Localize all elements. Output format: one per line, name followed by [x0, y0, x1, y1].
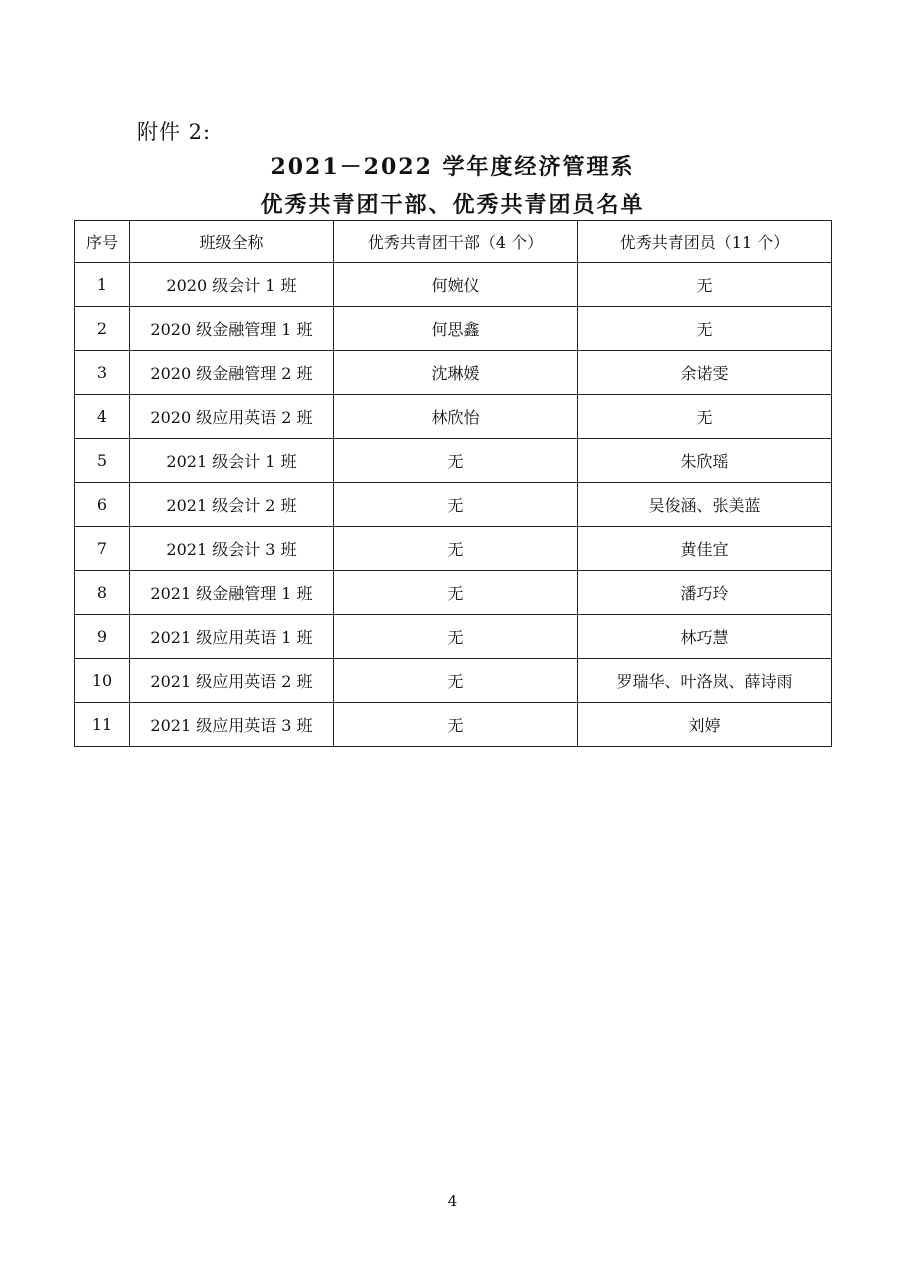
- cell-class-name: 2021 级应用英语 3 班: [130, 703, 334, 747]
- cell-class-name: 2021 级会计 3 班: [130, 527, 334, 571]
- cell-league-member: 潘巧玲: [578, 571, 832, 615]
- cell-league-member: 无: [578, 263, 832, 307]
- cell-serial-number: 6: [75, 483, 130, 527]
- cell-league-member: 吴俊涵、张美蓝: [578, 483, 832, 527]
- table-row: [75, 527, 832, 571]
- cell-league-member: 无: [578, 307, 832, 351]
- table-row: [75, 439, 832, 483]
- table-row: [75, 395, 832, 439]
- header-class-full-name: 班级全称: [130, 221, 334, 263]
- table-header-row: [75, 221, 832, 263]
- table-row: [75, 659, 832, 703]
- cell-league-cadre: 无: [334, 483, 578, 527]
- cell-league-member: 黄佳宜: [578, 527, 832, 571]
- cell-serial-number: 10: [75, 659, 130, 703]
- header-serial-number: 序号: [75, 221, 130, 263]
- table-row: [75, 571, 832, 615]
- table-row: [75, 351, 832, 395]
- cell-league-cadre: 无: [334, 615, 578, 659]
- cell-class-name: 2020 级金融管理 1 班: [130, 307, 334, 351]
- table-row: [75, 307, 832, 351]
- cell-league-cadre: 无: [334, 659, 578, 703]
- table-row: [75, 615, 832, 659]
- cell-serial-number: 1: [75, 263, 130, 307]
- cell-league-member: 余诺雯: [578, 351, 832, 395]
- cell-league-cadre: 无: [334, 439, 578, 483]
- cell-league-member: 罗瑞华、叶洛岚、薛诗雨: [578, 659, 832, 703]
- cell-league-member: 无: [578, 395, 832, 439]
- cell-serial-number: 11: [75, 703, 130, 747]
- page-number: 4: [447, 1192, 458, 1210]
- table-row: [75, 703, 832, 747]
- cell-class-name: 2021 级金融管理 1 班: [130, 571, 334, 615]
- header-outstanding-league-member: 优秀共青团员（11 个）: [578, 221, 832, 263]
- cell-serial-number: 5: [75, 439, 130, 483]
- cell-league-cadre: 无: [334, 571, 578, 615]
- cell-serial-number: 3: [75, 351, 130, 395]
- cell-class-name: 2020 级会计 1 班: [130, 263, 334, 307]
- cell-league-member: 刘婷: [578, 703, 832, 747]
- header-outstanding-league-cadre: 优秀共青团干部（4 个）: [334, 221, 578, 263]
- cell-serial-number: 2: [75, 307, 130, 351]
- cell-class-name: 2021 级应用英语 1 班: [130, 615, 334, 659]
- cell-class-name: 2021 级应用英语 2 班: [130, 659, 334, 703]
- document-title-line-1: 2021－2022 学年度经济管理系: [270, 154, 635, 180]
- attachment-label: 附件 2:: [137, 120, 212, 144]
- cell-league-member: 林巧慧: [578, 615, 832, 659]
- cell-class-name: 2020 级应用英语 2 班: [130, 395, 334, 439]
- cell-serial-number: 8: [75, 571, 130, 615]
- honor-roster-table: [74, 220, 832, 747]
- cell-league-cadre: 沈琳媛: [334, 351, 578, 395]
- table-body: [75, 263, 832, 747]
- cell-class-name: 2021 级会计 1 班: [130, 439, 334, 483]
- cell-league-member: 朱欣瑶: [578, 439, 832, 483]
- cell-serial-number: 4: [75, 395, 130, 439]
- cell-league-cadre: 何婉仪: [334, 263, 578, 307]
- cell-class-name: 2020 级金融管理 2 班: [130, 351, 334, 395]
- table-row: [75, 263, 832, 307]
- table-row: [75, 483, 832, 527]
- cell-league-cadre: 无: [334, 703, 578, 747]
- cell-league-cadre: 何思鑫: [334, 307, 578, 351]
- cell-league-cadre: 无: [334, 527, 578, 571]
- cell-serial-number: 7: [75, 527, 130, 571]
- document-title-line-2: 优秀共青团干部、优秀共青团员名单: [260, 192, 645, 218]
- cell-league-cadre: 林欣怡: [334, 395, 578, 439]
- cell-class-name: 2021 级会计 2 班: [130, 483, 334, 527]
- cell-serial-number: 9: [75, 615, 130, 659]
